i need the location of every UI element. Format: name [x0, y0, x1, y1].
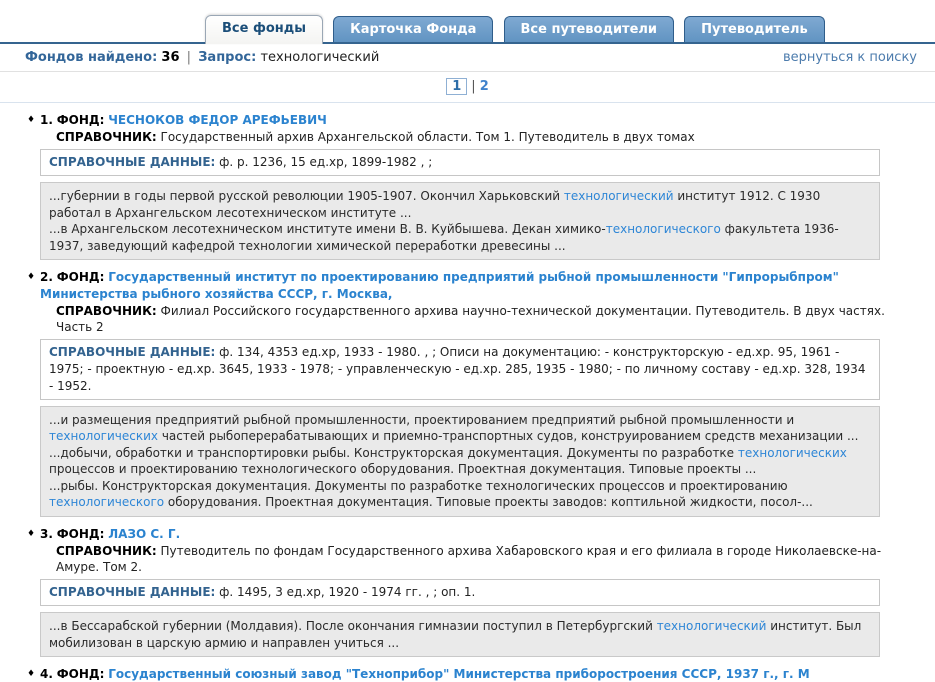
snippet-text: институт. Был мобилизован в царскую армию и направлен учиться ...	[49, 619, 862, 650]
found-count: 36	[161, 50, 180, 65]
guide-title: Путеводитель по фондам Государственного архива Хабаровского края и его филиала в городе Николаевске-на-Амуре. Том 2.	[56, 543, 882, 575]
fond-label: ФОНД:	[56, 113, 105, 127]
tab-guide[interactable]: Путеводитель	[684, 16, 825, 42]
snippet-text: оборудования. Проектная документация. Типовые проекты заводов: коптильной жидкости, посол-...	[164, 495, 813, 510]
fond-label: ФОНД:	[56, 667, 105, 682]
result-title-line	[0, 269, 920, 301]
tab-fond-card[interactable]: Карточка Фонда	[333, 16, 493, 42]
fond-link[interactable]: Государственный союзный завод "Техноприбор" Министерства приборостроения СССР, 1937 г., г. М	[108, 667, 810, 682]
fond-label: ФОНД:	[56, 526, 105, 541]
fond-label: ФОНД:	[56, 270, 105, 285]
snippet-box	[40, 406, 880, 517]
result-item	[0, 666, 935, 682]
results-summary	[25, 50, 379, 65]
result-item	[0, 112, 935, 260]
diamond-bullet-icon: ♦	[27, 528, 36, 539]
query-highlight: технологических	[737, 445, 847, 460]
snippet-text: ...губернии в годы первой русской революции 1905-1907. Окончил Харьковский	[49, 189, 564, 204]
page-2-link[interactable]: 2	[479, 79, 489, 94]
fond-link[interactable]: ЧЕСНОКОВ ФЕДОР АРЕФЬЕВИЧ	[108, 113, 327, 127]
reference-data-text: ф. 134, 4353 ед.хр, 1933 - 1980. , ; Описи на документацию: - конструкторскую - ед.хр. 95, 1961 - 1975; - проектную - ед.хр. 3645, 1933 - 1978; - управленческую - ед.хр. 285, 1935 - 1980; - по личному составу - ед.хр. 328, 1934 - 1952.	[49, 345, 866, 393]
reference-data-text: ф. р. 1236, 15 ед.хр, 1899-1982 , ;	[219, 155, 433, 170]
guide-title: Филиал Российского государственного архива научно-технической документации. Путеводитель. В двух частях. Часть 2	[56, 303, 885, 334]
summary-separator: |	[186, 50, 192, 65]
tabs-bar	[0, 0, 935, 44]
snippet-fragment	[49, 188, 871, 221]
snippet-fragment	[49, 478, 871, 511]
guide-title: Государственный архив Архангельской области. Том 1. Путеводитель в двух томах	[160, 130, 695, 145]
result-number: 4.	[40, 667, 53, 682]
result-title-line	[0, 526, 920, 542]
result-number: 2.	[40, 270, 53, 285]
guide-label: СПРАВОЧНИК:	[56, 543, 157, 558]
snippet-fragment	[49, 445, 871, 478]
snippet-text: ...рыбы. Конструкторская документация. Документы по разработке технологических процессов и проектированию	[49, 478, 788, 493]
guide-line	[0, 543, 920, 575]
page-current: 1	[446, 78, 467, 95]
query-highlight: технологического	[605, 222, 721, 237]
reference-data-box	[40, 149, 880, 176]
snippet-fragment	[49, 221, 871, 254]
snippet-text: институт 1912. С 1930 работал в Архангельском лесотехническом институте ...	[49, 189, 821, 220]
reference-data-label: СПРАВОЧНЫЕ ДАННЫЕ:	[49, 155, 216, 170]
snippet-box	[40, 182, 880, 260]
diamond-bullet-icon: ♦	[27, 115, 36, 125]
reference-data-text: ф. 1495, 3 ед.хр, 1920 - 1974 гг. , ; оп. 1.	[219, 585, 476, 600]
pagination	[0, 72, 935, 103]
fond-link[interactable]: ЛАЗО С. Г.	[108, 526, 181, 541]
found-label: Фондов найдено:	[25, 50, 158, 65]
guide-line	[0, 303, 920, 335]
result-item	[0, 269, 935, 516]
snippet-text: ...в Бессарабской губернии (Молдавия). После окончания гимназии поступил в Петербургский	[49, 619, 657, 634]
result-title-line	[0, 666, 920, 682]
snippet-text: частей рыбоперерабатывающих и приемно-транспортных судов, конструированием средств механизации ...	[158, 429, 859, 444]
result-number: 3.	[40, 526, 53, 541]
snippet-text: процессов и проектированию технологического оборудования. Проектная документация. Типовые проекты ...	[49, 462, 757, 477]
tab-all-fonds[interactable]: Все фонды	[205, 15, 323, 44]
fond-link[interactable]: Государственный институт по проектированию предприятий рыбной промышленности "Гипрорыбпром" Министерства рыбного хозяйства СССР, г. Москва,	[40, 270, 839, 301]
snippet-text: ...в Архангельском лесотехническом институте имени В. В. Куйбышева. Декан химико-	[49, 222, 606, 237]
query-highlight: технологических	[49, 429, 158, 444]
reference-data-box	[40, 339, 880, 399]
snippet-text: ...и размещения предприятий рыбной промышленности, проектированием предприятий рыбной промышленности и	[49, 412, 795, 427]
result-title-line	[0, 112, 920, 128]
query-highlight: технологический	[563, 189, 674, 204]
guide-label: СПРАВОЧНИК:	[56, 130, 157, 145]
reference-data-box	[40, 579, 880, 606]
snippet-fragment	[49, 618, 871, 651]
snippet-box	[40, 612, 880, 657]
snippet-fragment	[49, 412, 871, 445]
results-header	[0, 44, 935, 72]
guide-label: СПРАВОЧНИК:	[56, 303, 157, 318]
result-number: 1.	[40, 113, 53, 127]
guide-line	[0, 129, 920, 145]
tab-all-guides[interactable]: Все путеводители	[504, 16, 675, 42]
query-highlight: технологического	[49, 495, 165, 510]
results-list	[0, 103, 935, 682]
result-item	[0, 526, 935, 657]
pagination-divider: |	[471, 79, 476, 94]
reference-data-label: СПРАВОЧНЫЕ ДАННЫЕ:	[49, 345, 216, 360]
diamond-bullet-icon: ♦	[27, 272, 36, 283]
reference-data-label: СПРАВОЧНЫЕ ДАННЫЕ:	[49, 585, 216, 600]
back-to-search-link[interactable]: вернуться к поиску	[782, 50, 917, 65]
query-highlight: технологический	[656, 619, 767, 634]
query-label: Запрос:	[198, 50, 257, 65]
diamond-bullet-icon: ♦	[27, 669, 36, 680]
query-value: технологический	[260, 50, 380, 65]
snippet-text: факультета 1936-1937, заведующий кафедрой технологии химической переработки древесины ...	[49, 222, 839, 253]
snippet-text: ...добычи, обработки и транспортировки рыбы. Конструкторская документация. Документы по разработке	[49, 445, 738, 460]
